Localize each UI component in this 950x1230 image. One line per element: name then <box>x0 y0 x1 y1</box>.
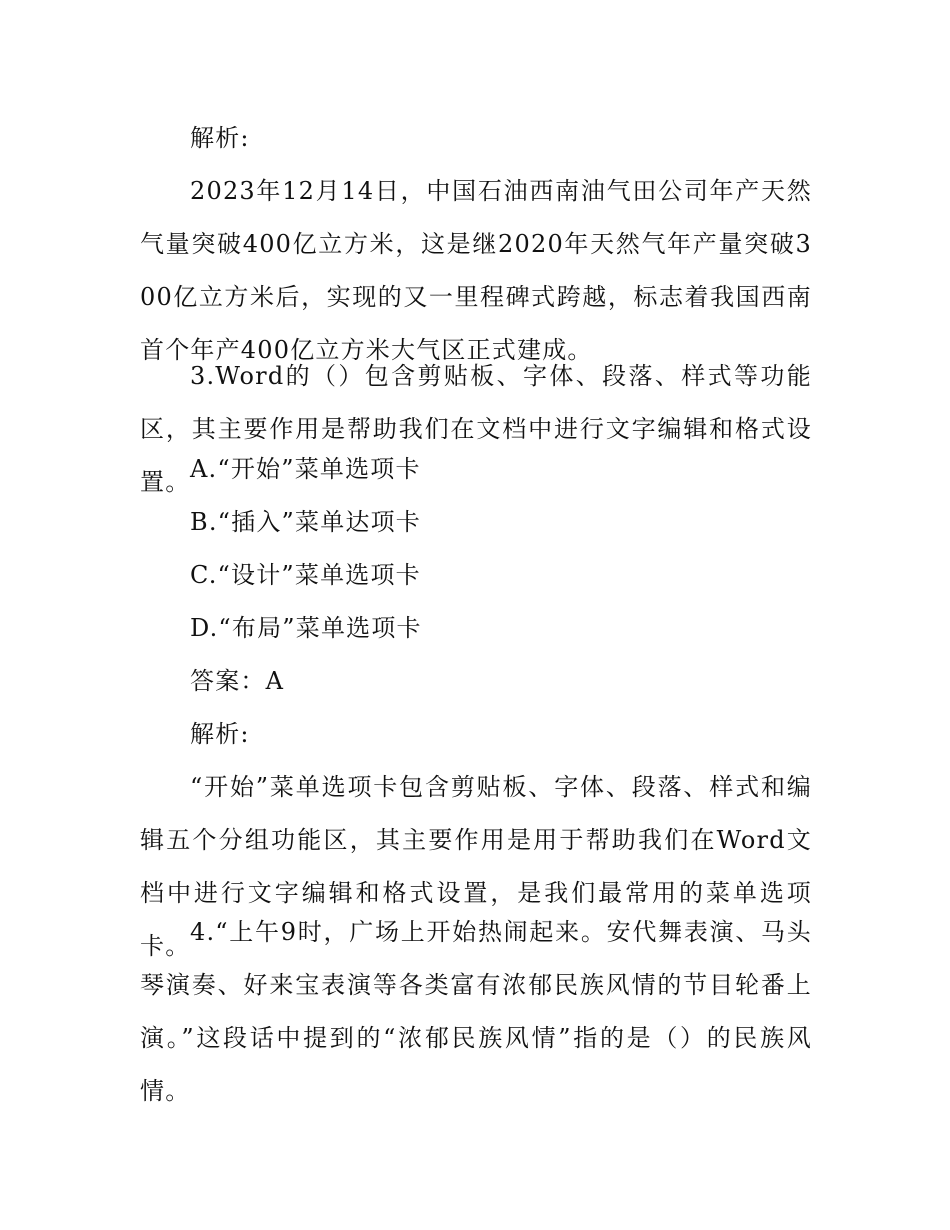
analysis-text: “开始”菜单选项卡包含剪贴板、字体、段落、样式和编辑五个分组功能区，其主要作用是用于帮助我们在Word文档中进行文字编辑和格式设置，是我们最常用的菜单选项卡。 <box>140 773 812 960</box>
option-c: C.“设计”菜单选项卡 <box>190 561 421 589</box>
analysis-label: 解析: <box>190 124 250 152</box>
option-b: B.“插入”菜单达项卡 <box>190 508 422 536</box>
question-4: 4.“上午9时，广场上开始热闹起来。安代舞表演、马头琴演奏、好来宝表演等各类富有浓郁民族风情的节目轮番上演。”这段话中提到的“浓郁民族风情”指的是（）的民族风情。 <box>140 918 812 1105</box>
answer: 答案：A <box>190 667 285 695</box>
analysis-text: 2023年12月14日，中国石油西南油气田公司年产天然气量突破400亿立方米，这是继2020年天然气年产量突破300亿立方米后，实现的又一里程碑式跨越，标志着我国西南首个年产400亿立方米大气区正式建成。 <box>140 177 812 364</box>
analysis-label: 解析: <box>190 720 250 748</box>
option-a: A.“开始”菜单选项卡 <box>190 455 421 483</box>
option-d: D.“布局”菜单选项卡 <box>190 614 422 642</box>
question-3: 3.Word的（）包含剪贴板、字体、段落、样式等功能区，其主要作用是帮助我们在文档中进行文字编辑和格式设置。 <box>140 362 812 496</box>
